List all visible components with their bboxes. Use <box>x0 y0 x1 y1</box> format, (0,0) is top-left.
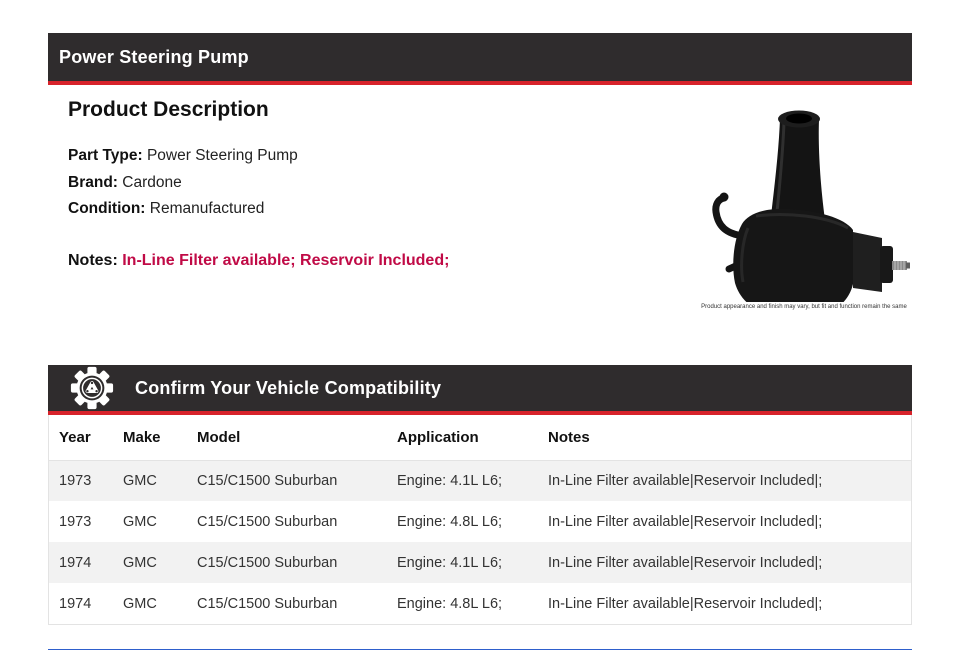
attribute-value: Power Steering Pump <box>142 147 298 164</box>
cell-model: C15/C1500 Suburban <box>197 513 338 530</box>
cell-year: 1973 <box>59 513 92 530</box>
compatibility-table-wrapper <box>48 415 912 625</box>
gear-icon <box>70 366 114 410</box>
cell-notes: In-Line Filter available|Reservoir Included|; <box>548 554 823 571</box>
description-heading: Product Description <box>68 98 269 121</box>
attribute-label: Condition: <box>68 200 146 217</box>
cell-notes: In-Line Filter available|Reservoir Included|; <box>548 513 823 530</box>
table-row <box>49 583 911 624</box>
compatibility-table <box>49 415 911 624</box>
notes-value: In-Line Filter available; Reservoir Included; <box>122 251 450 269</box>
column-header-notes: Notes <box>538 415 911 460</box>
cell-application: Engine: 4.8L L6; <box>397 595 503 612</box>
compatibility-header-bar <box>48 365 912 415</box>
table-row <box>49 542 911 583</box>
cell-model: C15/C1500 Suburban <box>197 472 338 489</box>
column-header-application: Application <box>387 415 538 460</box>
compatibility-heading: Confirm Your Vehicle Compatibility <box>135 377 442 398</box>
attribute-label: Part Type: <box>68 147 143 164</box>
cell-make: GMC <box>123 472 157 489</box>
table-header-row <box>49 415 911 460</box>
product-photo <box>696 106 912 311</box>
cell-make: GMC <box>123 595 157 612</box>
table-row <box>49 460 911 501</box>
column-header-model: Model <box>187 415 387 460</box>
cell-model: C15/C1500 Suburban <box>197 554 338 571</box>
cell-make: GMC <box>123 554 157 571</box>
cell-notes: In-Line Filter available|Reservoir Included|; <box>548 595 823 612</box>
cell-application: Engine: 4.1L L6; <box>397 472 503 489</box>
product-title-bar <box>48 33 912 85</box>
table-row <box>49 501 911 542</box>
product-title: Power Steering Pump <box>59 46 249 67</box>
attribute-value: Cardone <box>117 173 182 191</box>
attribute-label: Brand: <box>68 173 118 191</box>
cell-application: Engine: 4.1L L6; <box>397 554 503 571</box>
cell-year: 1974 <box>59 595 92 612</box>
cell-notes: In-Line Filter available|Reservoir Included|; <box>548 472 823 489</box>
product-photo-caption: Product appearance and finish may vary, but fit and function remain the same <box>701 304 907 310</box>
product-notes <box>68 247 466 274</box>
column-header-year: Year <box>49 415 113 460</box>
cell-year: 1973 <box>59 472 92 489</box>
notes-label: Notes: <box>68 251 123 269</box>
column-header-make: Make <box>113 415 187 460</box>
listing-content <box>0 33 960 650</box>
product-description-section <box>48 98 912 365</box>
power-steering-pump-image <box>696 106 912 302</box>
cell-application: Engine: 4.8L L6; <box>397 513 503 530</box>
cell-year: 1974 <box>59 554 92 571</box>
cell-make: GMC <box>123 513 157 530</box>
cell-model: C15/C1500 Suburban <box>197 595 338 612</box>
attribute-value: Remanufactured <box>145 200 265 217</box>
